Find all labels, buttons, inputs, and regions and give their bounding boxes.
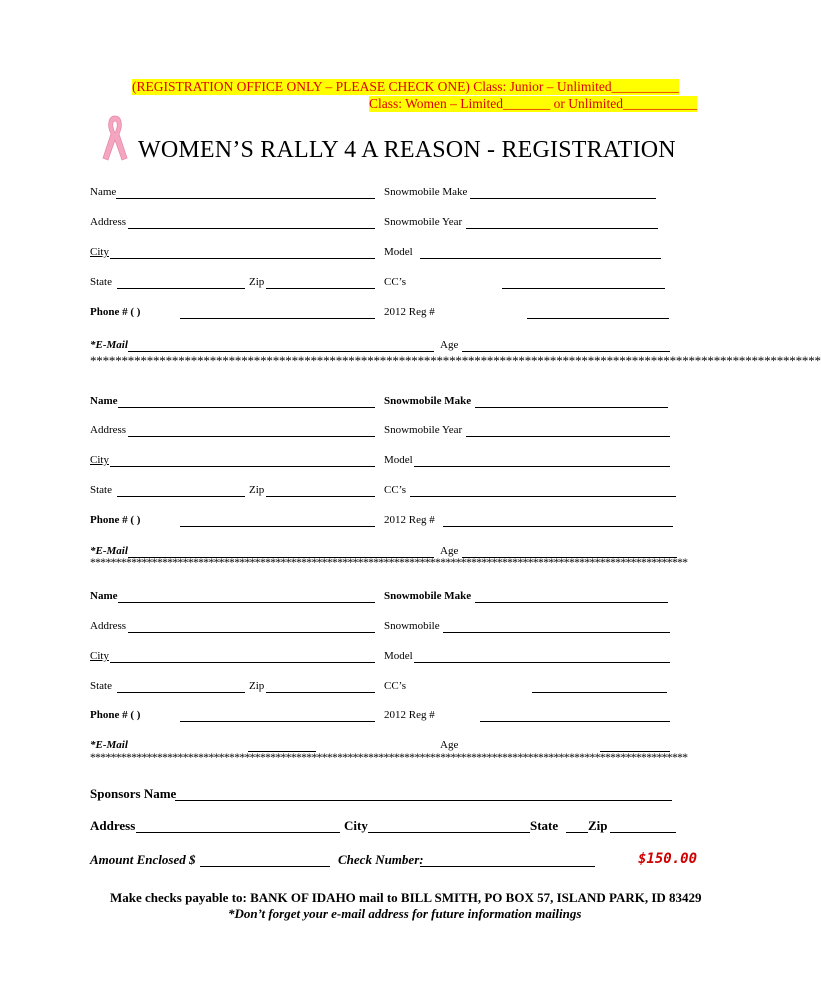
state-label: State: [90, 276, 112, 288]
snowmobile-make-field[interactable]: [475, 602, 668, 603]
phone-label: Phone # ( ): [90, 709, 141, 721]
snowmobile-make-label: Snowmobile Make: [384, 395, 472, 407]
snowmobile-year-field[interactable]: [466, 228, 658, 229]
zip-field[interactable]: [266, 692, 375, 693]
reg-label: 2012 Reg #: [384, 514, 435, 526]
reg-field[interactable]: [443, 526, 673, 527]
reg-label: 2012 Reg #: [384, 709, 435, 721]
model-field[interactable]: [414, 466, 670, 467]
age-label: Age: [440, 545, 459, 557]
sponsors-name-label: Sponsors Name: [90, 786, 177, 801]
city-field[interactable]: [110, 258, 375, 259]
footer-address-label: Address: [90, 818, 136, 833]
city-label: City: [90, 454, 109, 466]
email-label: *E-Mail: [90, 545, 128, 557]
city-field[interactable]: [110, 662, 375, 663]
phone-field[interactable]: [180, 318, 375, 319]
snowmobile-label: Snowmobile: [384, 620, 440, 632]
zip-label: Zip: [249, 680, 265, 692]
address-field[interactable]: [128, 436, 375, 437]
snowmobile-make-label: Snowmobile Make: [384, 186, 468, 198]
ccs-field[interactable]: [532, 692, 667, 693]
model-field[interactable]: [420, 258, 661, 259]
address-label: Address: [90, 216, 127, 228]
section-separator: ********************************************************************************************************************: [90, 752, 688, 764]
footer-zip-label: Zip: [588, 818, 608, 833]
state-field[interactable]: [117, 288, 245, 289]
phone-field[interactable]: [180, 526, 375, 527]
model-label: Model: [384, 650, 413, 662]
section-separator: ********************************************************************************************************************: [90, 353, 821, 368]
amount-enclosed-field[interactable]: [200, 866, 330, 867]
ccs-field[interactable]: [410, 496, 676, 497]
section-separator: ********************************************************************************************************************: [90, 557, 688, 569]
phone-field[interactable]: [180, 721, 375, 722]
footer-address-field[interactable]: [136, 832, 340, 833]
footer-zip-field[interactable]: [610, 832, 676, 833]
amount-enclosed-label: Amount Enclosed $: [90, 852, 196, 867]
snowmobile-make-label: Snowmobile Make: [384, 590, 472, 602]
state-field[interactable]: [117, 496, 245, 497]
state-label: State: [90, 484, 112, 496]
reg-field[interactable]: [480, 721, 670, 722]
snowmobile-year-label: Snowmobile Year: [384, 216, 463, 228]
city-field[interactable]: [110, 466, 375, 467]
phone-label: Phone # ( ): [90, 514, 141, 526]
footer-state-field[interactable]: [566, 832, 588, 833]
snowmobile-year-field[interactable]: [466, 436, 670, 437]
office-only-line-1: (REGISTRATION OFFICE ONLY – PLEASE CHECK ONE) Class: Junior – Unlimited__________: [132, 79, 680, 94]
snowmobile-year-label: Snowmobile Year: [384, 424, 463, 436]
ccs-field[interactable]: [502, 288, 665, 289]
footer-city-field[interactable]: [368, 832, 530, 833]
email-reminder: *Don’t forget your e-mail address for future information mailings: [228, 906, 582, 921]
age-label: Age: [440, 339, 459, 351]
zip-label: Zip: [249, 276, 265, 288]
name-label: Name: [90, 590, 118, 602]
state-field[interactable]: [117, 692, 245, 693]
name-field[interactable]: [116, 198, 375, 199]
model-label: Model: [384, 246, 413, 258]
address-label: Address: [90, 424, 127, 436]
model-field[interactable]: [414, 662, 670, 663]
address-label: Address: [90, 620, 127, 632]
city-label: City: [90, 650, 109, 662]
email-label: *E-Mail: [90, 739, 128, 751]
office-only-line-2: Class: Women – Limited_______ or Unlimited___________: [369, 96, 698, 111]
pink-ribbon-icon: [100, 112, 130, 162]
name-field[interactable]: [118, 602, 375, 603]
model-label: Model: [384, 454, 413, 466]
address-field[interactable]: [128, 632, 375, 633]
zip-field[interactable]: [266, 288, 375, 289]
snowmobile-field[interactable]: [443, 632, 670, 633]
age-field[interactable]: [462, 351, 670, 352]
footer-city-label: City: [344, 818, 368, 833]
age-label: Age: [440, 739, 459, 751]
reg-label: 2012 Reg #: [384, 306, 435, 318]
payable-instructions: Make checks payable to: BANK OF IDAHO mail to BILL SMITH, PO BOX 57, ISLAND PARK, ID 83429: [110, 890, 702, 905]
name-field[interactable]: [118, 407, 375, 408]
email-field[interactable]: [128, 351, 434, 352]
zip-field[interactable]: [266, 496, 375, 497]
snowmobile-make-field[interactable]: [475, 407, 668, 408]
city-label: City: [90, 246, 109, 258]
check-number-field[interactable]: [420, 866, 595, 867]
page-title: WOMEN’S RALLY 4 A REASON - REGISTRATION: [138, 137, 676, 163]
snowmobile-make-field[interactable]: [470, 198, 656, 199]
check-number-label: Check Number:: [338, 852, 424, 867]
name-label: Name: [90, 186, 117, 198]
phone-label: Phone # ( ): [90, 306, 141, 318]
name-label: Name: [90, 395, 118, 407]
state-label: State: [90, 680, 112, 692]
sponsors-name-field[interactable]: [175, 800, 672, 801]
email-label: *E-Mail: [90, 339, 128, 351]
ccs-label: CC’s: [384, 680, 407, 692]
reg-field[interactable]: [527, 318, 669, 319]
footer-state-label: State: [530, 818, 559, 833]
ccs-label: CC’s: [384, 484, 407, 496]
ccs-label: CC’s: [384, 276, 407, 288]
registration-price: $150.00: [638, 851, 698, 867]
address-field[interactable]: [128, 228, 375, 229]
zip-label: Zip: [249, 484, 265, 496]
